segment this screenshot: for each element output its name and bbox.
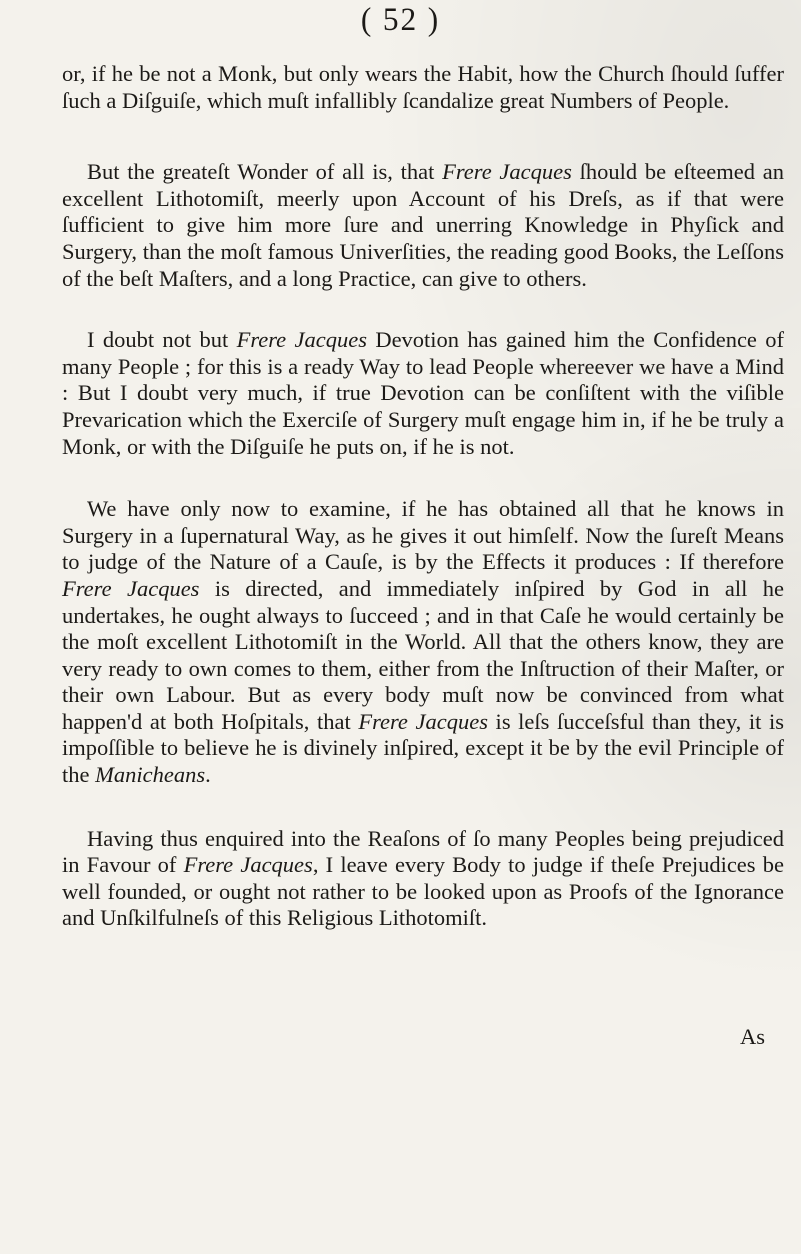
paragraph-4-text-c: is leſs ſucceſsful than they, it is impoſſible to believe he is divinely inſpired, except it be by the evil Principle of the <box>62 708 784 788</box>
paragraph-4-text-a: We have only now to examine, if he has obtained all that he knows in Surgery in a ſupernatural Way, as he gives it out himſelf. Now the ſureſt Means to judge of the Nature of a Cauſe, is by the Effects it produces : If therefore <box>62 496 784 575</box>
paragraph-2 <box>62 159 784 292</box>
paragraph-4-text-b: is directed, and immediately inſpired by God in all he undertakes, he ought always to ſucceed ; and in that Caſe he would certainly be the moſt excellent Lithotomiſt in the World. All that the others know, they are very ready to own comes to them, either from the Inſtruction of their Maſter, or their own Labour. But as every body muſt now be convinced from what happen'd at both Hoſpitals, that <box>62 575 784 734</box>
catchword: As <box>740 1024 766 1049</box>
name-frere-jacques: Frere Jacques <box>358 708 488 734</box>
page-body <box>62 61 784 932</box>
paragraph-2-text-a: But the greateſt Wonder of all is, that <box>87 159 443 185</box>
paragraph-1-text: or, if he be not a Monk, but only wears the Habit, how the Church ſhould ſuffer ſuch a Diſguiſe, which muſt infallibly ſcandalize great Numbers of People. <box>62 61 784 113</box>
page-number: ( 52 ) <box>360 2 441 38</box>
paragraph-4-text-d: . <box>205 762 211 788</box>
name-frere-jacques: Frere Jacques <box>442 159 572 185</box>
paragraph-3 <box>62 327 784 460</box>
paragraph-5 <box>62 826 784 932</box>
paragraph-4 <box>62 496 784 789</box>
paragraph-5-text-a: Having thus enquired into the Reaſons of ſo many Peoples being prejudiced in Favour of <box>62 825 784 878</box>
paragraph-3-text-a: I doubt not but <box>87 327 237 353</box>
name-frere-jacques: Frere Jacques <box>183 852 313 878</box>
name-manicheans: Manicheans <box>95 762 206 788</box>
name-frere-jacques: Frere Jacques <box>62 575 200 601</box>
name-frere-jacques: Frere Jacques <box>236 327 367 353</box>
paragraph-1 <box>62 61 784 114</box>
paragraph-2-text-b: ſhould be eſteemed an excellent Lithotomiſt, meerly upon Account of his Dreſs, as if that were ſufficient to give him more ſure and unerring Knowledge in Phyſick and Surgery, than the moſt famous Univerſities, the reading good Books, the Leſſons of the beſt Maſters, and a long Practice, can give to others. <box>62 159 784 291</box>
paragraph-5-text-b: , I leave every Body to judge if theſe Prejudices be well founded, or ought not rather to be looked upon as Proofs of the Ignorance and Unſkilfulneſs of this Religious Lithotomiſt. <box>62 852 784 931</box>
paragraph-3-text-b: Devotion has gained him the Confidence of many People ; for this is a ready Way to lead People whereever we have a Mind : But I doubt very much, if true Devotion can be conſiſtent with the viſible Prevarication which the Exerciſe of Surgery muſt engage him in, if he be truly a Monk, or with the Diſguiſe he puts on, if he is not. <box>62 327 785 459</box>
